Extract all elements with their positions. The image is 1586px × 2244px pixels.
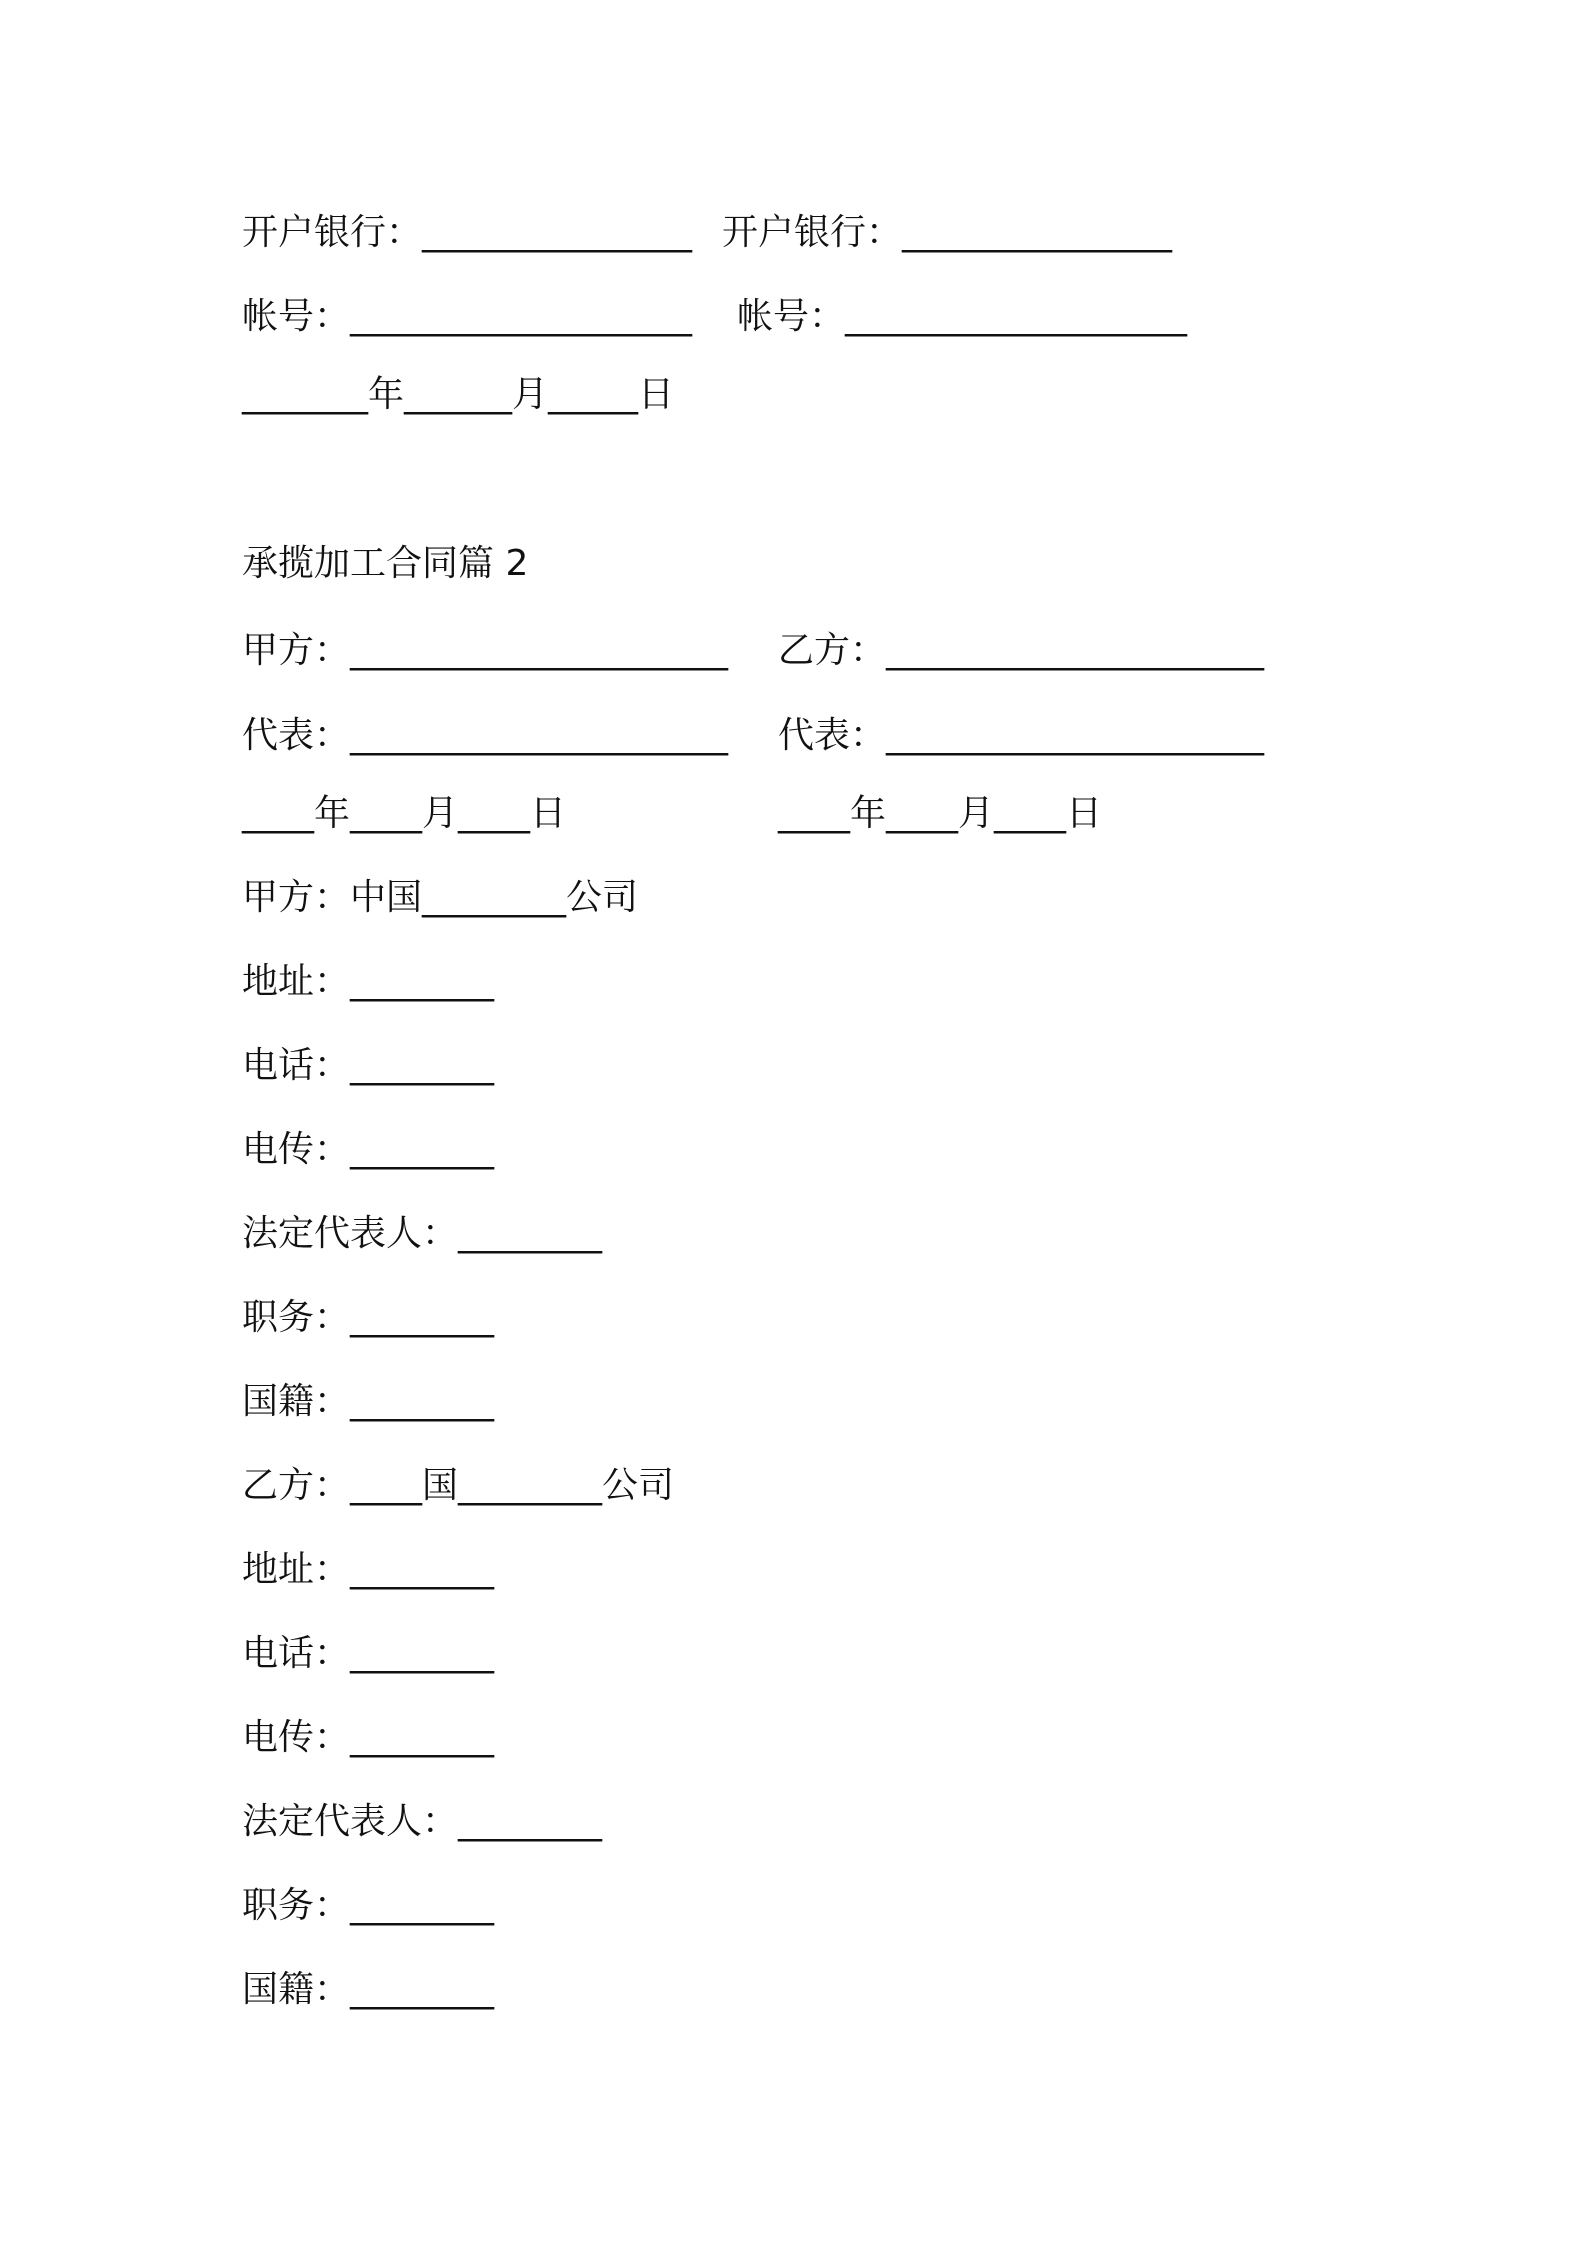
date-a: ____年____月____日	[242, 793, 567, 834]
party-a-address: 地址：________	[242, 961, 495, 1002]
date-b: ____年____月____日	[778, 793, 1103, 834]
bank-line-right: 开户银行：_______________	[722, 212, 1173, 253]
party-a-name: 甲方：中国________公司	[242, 877, 639, 918]
account-line-right: 帐号：___________________	[737, 296, 1188, 337]
party-a-fax: 电传：________	[242, 1129, 495, 1170]
party-a-position: 职务：________	[242, 1297, 495, 1338]
party-b-signature: 乙方：_____________________	[778, 630, 1265, 671]
rep-b: 代表：_____________________	[778, 715, 1265, 756]
party-a-legal-rep: 法定代表人：________	[242, 1213, 603, 1254]
party-b-phone: 电话：________	[242, 1633, 495, 1674]
contract-heading: 承揽加工合同篇 2	[242, 543, 529, 584]
party-b-legal-rep: 法定代表人：________	[242, 1801, 603, 1842]
party-b-position: 职务：________	[242, 1885, 495, 1926]
party-a-nationality: 国籍：________	[242, 1381, 495, 1422]
party-b-fax: 电传：________	[242, 1717, 495, 1758]
party-b-nationality: 国籍：________	[242, 1969, 495, 2010]
rep-a: 代表：_____________________	[242, 715, 729, 756]
party-b-address: 地址：________	[242, 1549, 495, 1590]
party-b-name: 乙方：____国________公司	[242, 1465, 675, 1506]
account-line-left: 帐号：___________________	[242, 296, 693, 337]
date-line: _______年______月_____日	[242, 374, 674, 415]
party-a-phone: 电话：________	[242, 1045, 495, 1086]
bank-line-left: 开户银行：_______________	[242, 212, 693, 253]
party-a-signature: 甲方：_____________________	[242, 630, 729, 671]
